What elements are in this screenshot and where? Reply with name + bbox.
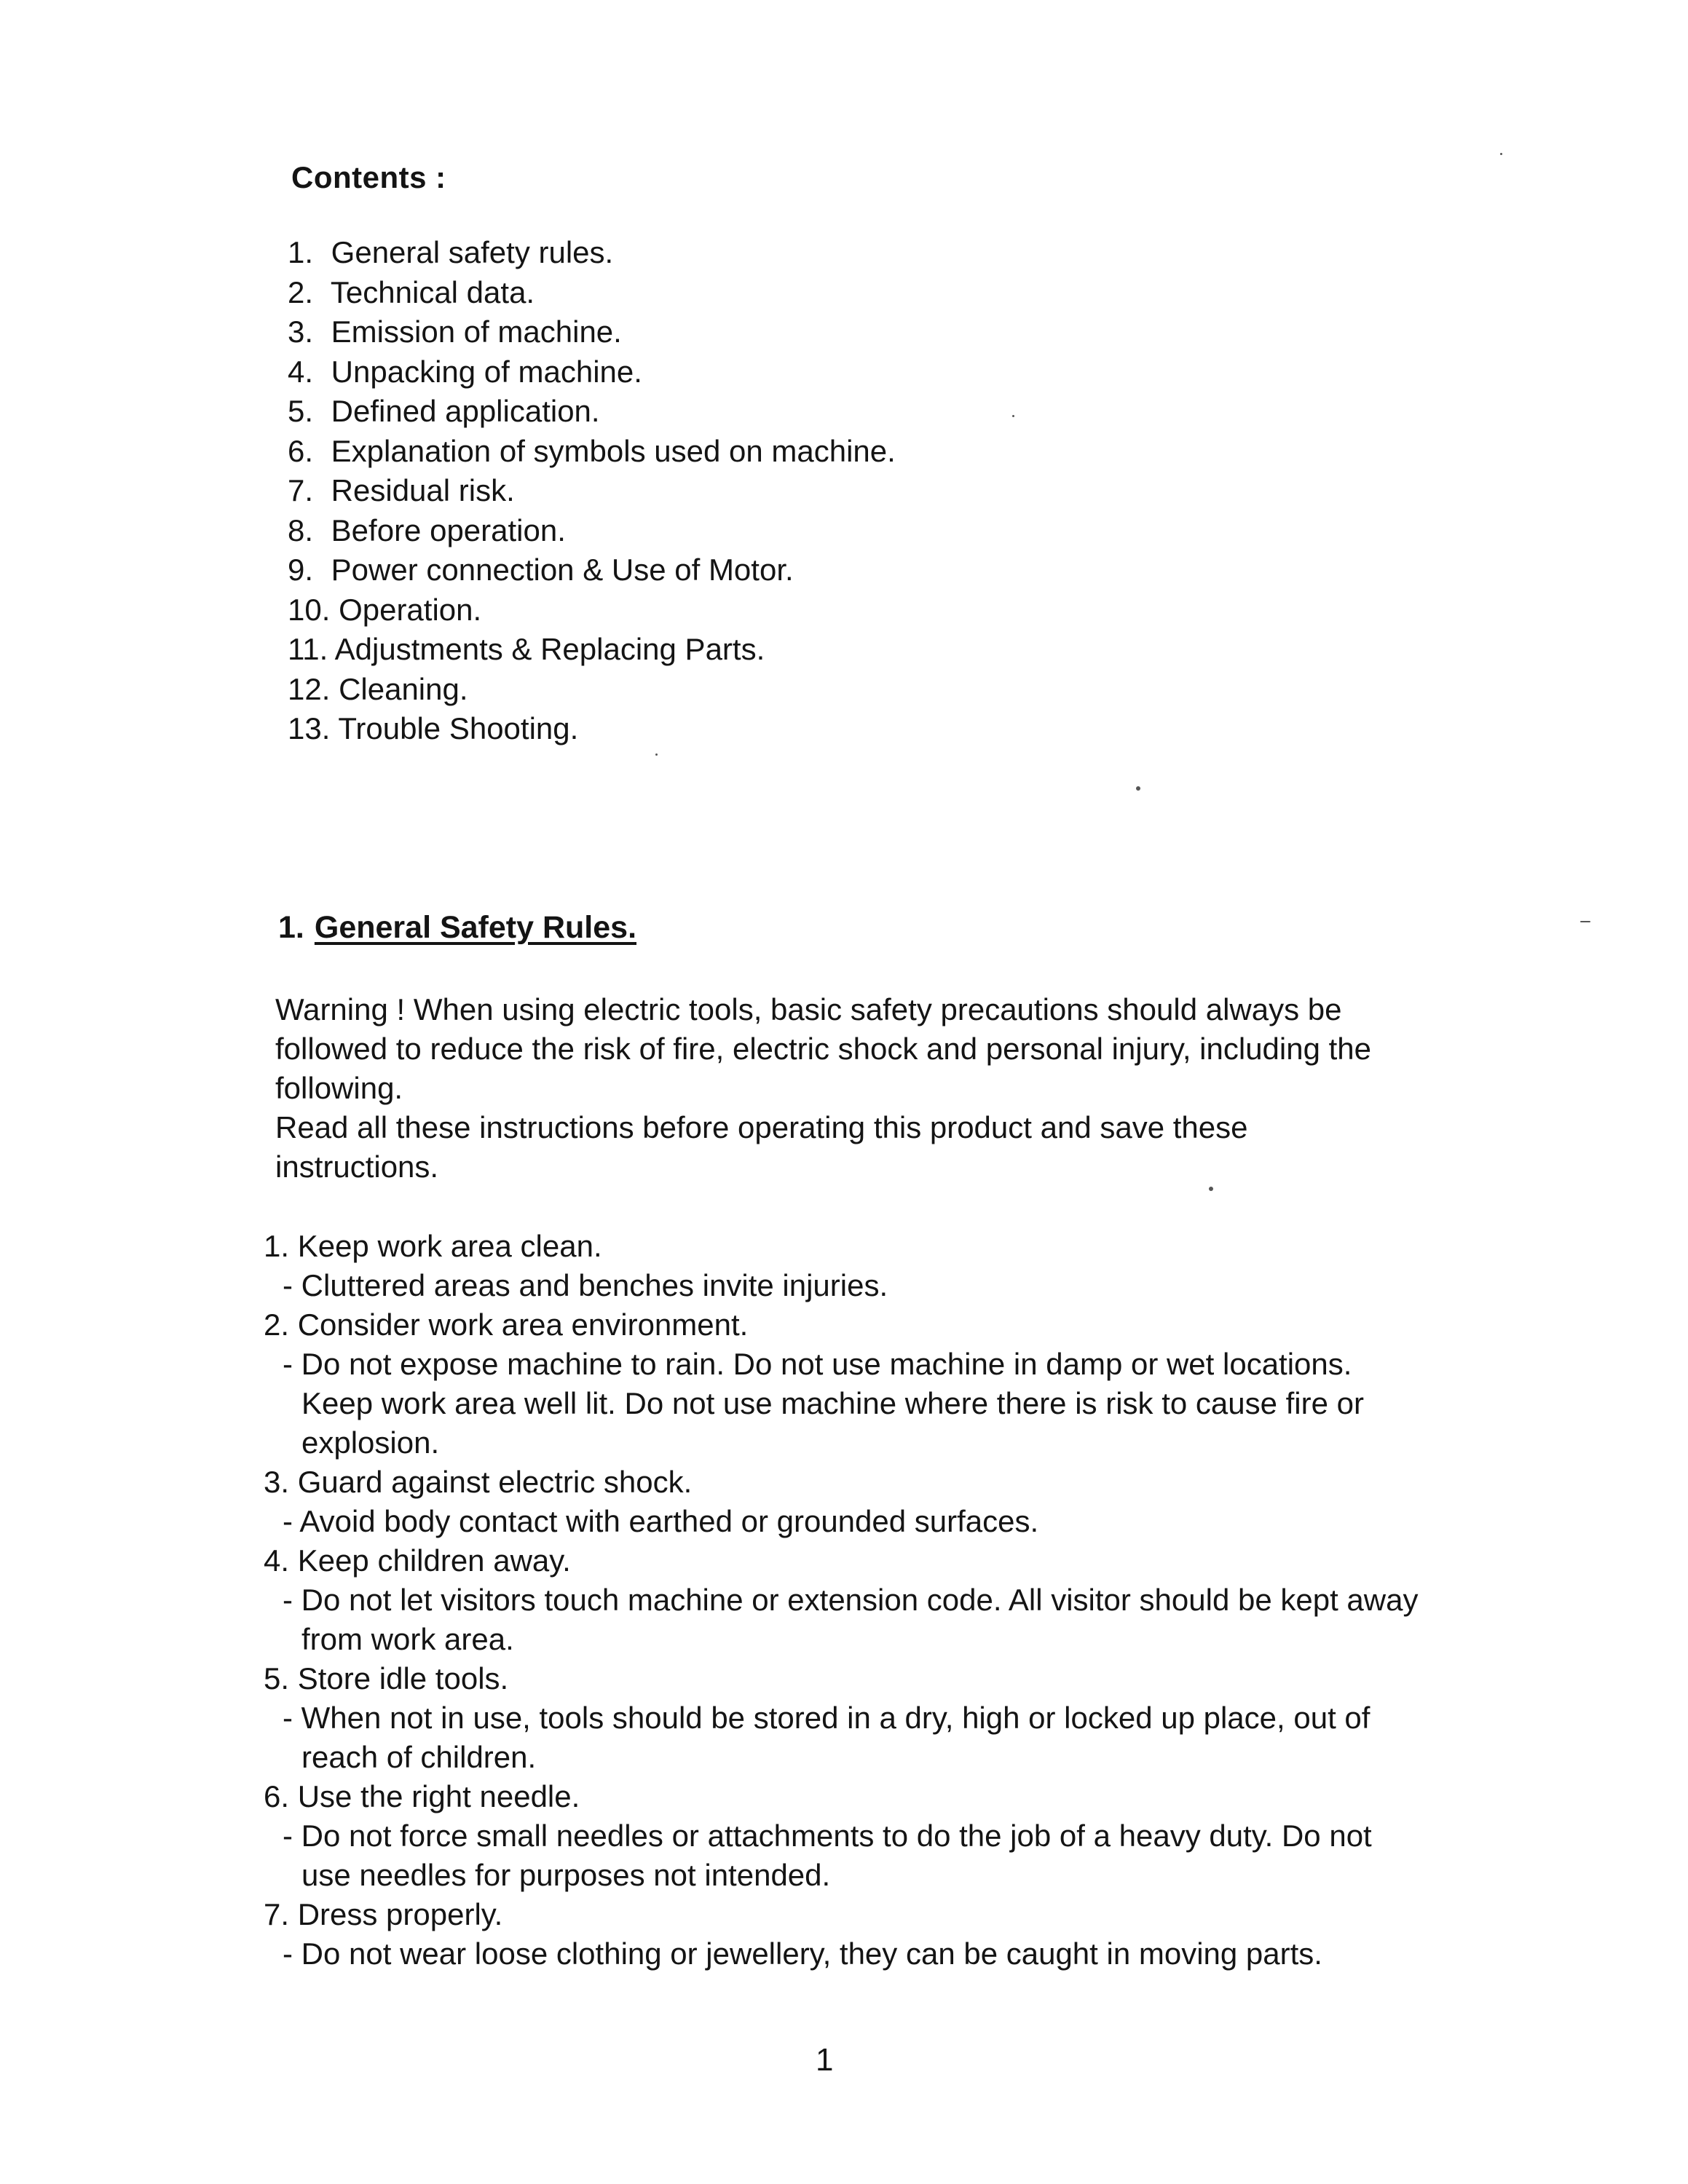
intro-text — [275, 990, 1411, 1187]
toc-item-label: Cleaning. — [339, 671, 468, 706]
section-heading — [278, 910, 636, 946]
toc-item-number: 8. — [288, 513, 314, 547]
rule-description: - Do not force small needles or attachments to do the job of a heavy duty. Do not use needles for purposes not intended. — [283, 1819, 1372, 1892]
scan-speck — [1012, 415, 1014, 417]
toc-item-number: 13. — [288, 711, 331, 745]
page-number: 1 — [816, 2042, 834, 2078]
rule-title: Guard against electric shock. — [297, 1465, 693, 1499]
rule-item — [264, 1659, 1429, 1777]
toc-item — [288, 233, 896, 273]
rule-title: Store idle tools. — [297, 1661, 509, 1696]
rule-description: - Do not let visitors touch machine or extension code. All visitor should be kept away from work area. — [283, 1583, 1419, 1656]
section-title: General Safety Rules. — [314, 910, 637, 945]
toc-item-label: Technical data. — [330, 274, 535, 309]
rule-number: 3. — [264, 1465, 290, 1499]
rule-title: Consider work area environment. — [297, 1307, 749, 1342]
rule-description: - Do not expose machine to rain. Do not use machine in damp or wet locations. Keep work area well lit. Do not use machine where there is risk to cause fire or explosion. — [283, 1347, 1364, 1460]
rule-description: - When not in use, tools should be stored in a dry, high or locked up place, out of reach of children. — [283, 1701, 1370, 1774]
rule-number: 4. — [264, 1543, 290, 1578]
rule-number: 1. — [264, 1229, 290, 1263]
toc-item — [288, 392, 896, 432]
section-number: 1. — [278, 910, 304, 945]
scan-speck — [1580, 921, 1590, 922]
toc-item-number: 6. — [288, 433, 314, 468]
rule-item — [264, 1227, 1429, 1305]
toc-item-label: Adjustments & Replacing Parts. — [334, 632, 765, 666]
rule-item — [264, 1895, 1429, 1974]
read-instructions-paragraph: Read all these instructions before operating this product and save these instructions. — [275, 1110, 1248, 1184]
rule-description: - Avoid body contact with earthed or grounded surfaces. — [283, 1504, 1039, 1538]
toc-item — [288, 432, 896, 472]
toc-item-number: 2. — [288, 274, 314, 309]
scan-speck — [1136, 786, 1140, 791]
toc-item — [288, 709, 896, 749]
toc-item — [288, 630, 896, 670]
toc-item-label: Operation. — [339, 592, 482, 627]
toc-item-number: 10. — [288, 592, 331, 627]
toc-item — [288, 471, 896, 511]
toc-item — [288, 511, 896, 551]
toc-item-number: 1. — [288, 235, 314, 269]
scan-speck — [1209, 1187, 1213, 1191]
rule-description: - Do not wear loose clothing or jewellery, they can be caught in moving parts. — [283, 1936, 1322, 1971]
toc-item — [288, 352, 896, 392]
scan-speck — [655, 753, 658, 756]
rule-item — [264, 1777, 1429, 1895]
table-of-contents — [288, 233, 896, 749]
rule-title: Keep children away. — [297, 1543, 571, 1578]
toc-item — [288, 312, 896, 352]
toc-item-number: 12. — [288, 671, 331, 706]
rule-number: 6. — [264, 1779, 290, 1813]
toc-item-number: 9. — [288, 553, 314, 587]
toc-item-number: 5. — [288, 394, 314, 428]
rule-number: 7. — [264, 1897, 290, 1931]
rule-description: - Cluttered areas and benches invite injuries. — [283, 1268, 888, 1302]
rule-number: 5. — [264, 1661, 290, 1696]
toc-item — [288, 273, 896, 313]
toc-item-number: 11. — [288, 632, 328, 666]
toc-item-label: Residual risk. — [331, 473, 515, 507]
toc-item-label: Explanation of symbols used on machine. — [331, 433, 896, 468]
toc-item-label: Power connection & Use of Motor. — [331, 553, 794, 587]
rule-title: Dress properly. — [297, 1897, 503, 1931]
toc-item-label: Unpacking of machine. — [331, 354, 642, 389]
toc-item-label: Before operation. — [331, 513, 566, 547]
toc-item-number: 7. — [288, 473, 314, 507]
toc-item-label: Emission of machine. — [331, 314, 622, 349]
toc-item-label: Defined application. — [331, 394, 600, 428]
rule-item — [264, 1305, 1429, 1463]
contents-heading: Contents : — [291, 160, 446, 194]
warning-paragraph: Warning ! When using electric tools, basic safety precautions should always be followed to reduce the risk of fire, electric shock and personal injury, including the following. — [275, 992, 1372, 1105]
toc-item-number: 3. — [288, 314, 314, 349]
rule-title: Keep work area clean. — [297, 1229, 602, 1263]
rule-number: 2. — [264, 1307, 290, 1342]
rule-item — [264, 1541, 1429, 1659]
toc-item-number: 4. — [288, 354, 314, 389]
toc-item-label: General safety rules. — [331, 235, 614, 269]
rule-item — [264, 1463, 1429, 1541]
toc-item — [288, 590, 896, 630]
toc-item — [288, 670, 896, 710]
rule-title: Use the right needle. — [297, 1779, 580, 1813]
scan-speck — [1500, 153, 1502, 155]
toc-item — [288, 550, 896, 590]
toc-item-label: Trouble Shooting. — [338, 711, 579, 745]
safety-rules-list — [264, 1227, 1429, 1974]
